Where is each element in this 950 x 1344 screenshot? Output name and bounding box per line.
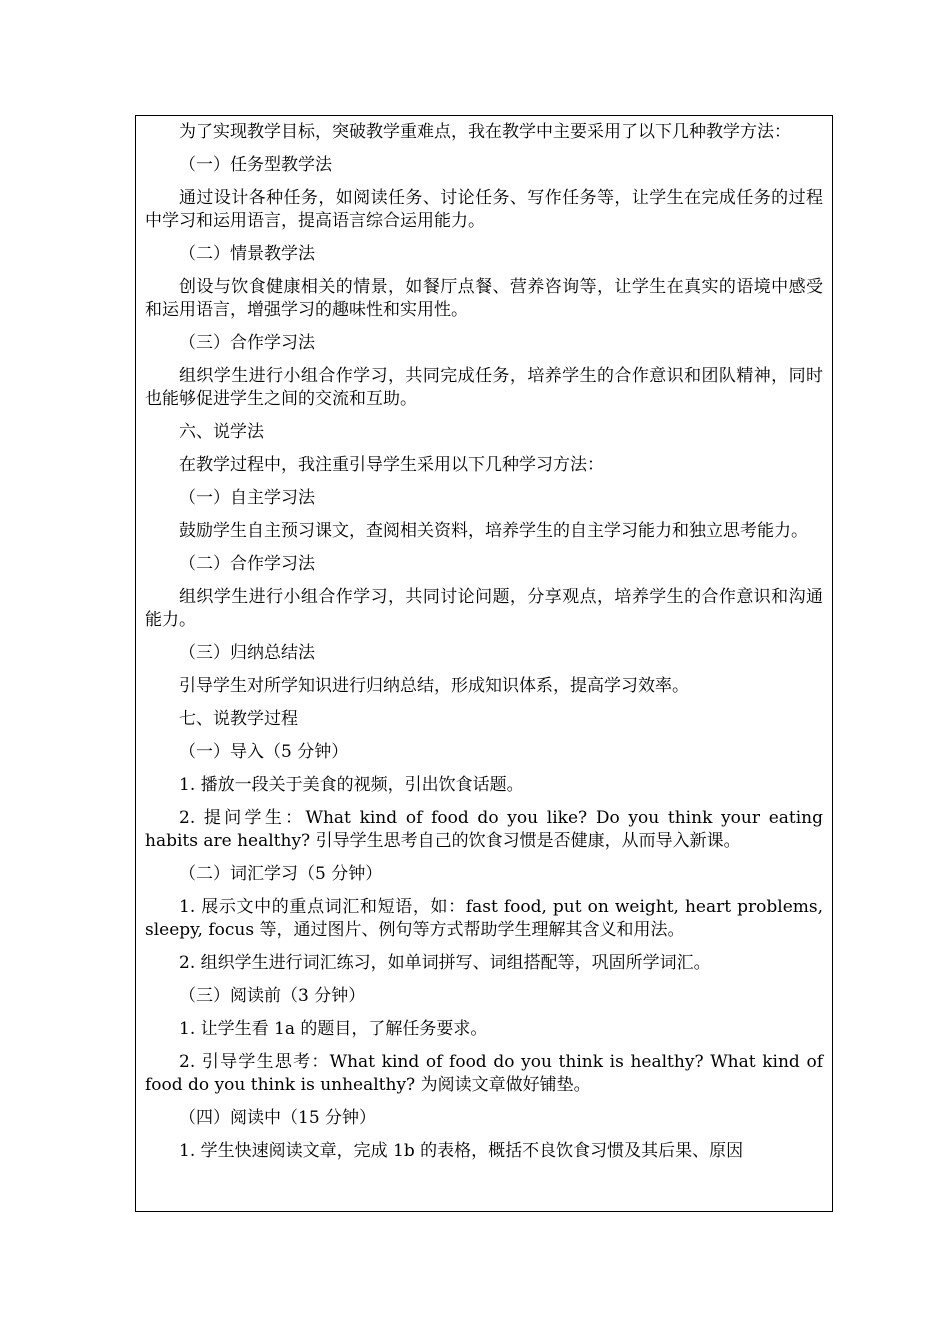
paragraph-while-reading-1: 1. 学生快速阅读文章，完成 1b 的表格，概括不良饮食习惯及其后果、原因 bbox=[179, 1141, 744, 1161]
section-heading-learning-methods: 六、说学法 bbox=[179, 422, 264, 442]
paragraph-vocabulary-1: 1. 展示文中的重点词汇和短语，如：fast food, put on weight, heart problems, sleepy, focus 等，通过图片、例句等方式帮助学生理解其含义和用法。 bbox=[145, 897, 823, 940]
paragraph-cooperative-learning: 组织学生进行小组合作学习，共同讨论问题，分享观点，培养学生的合作意识和沟通能力。 bbox=[145, 587, 823, 630]
paragraph-methods-intro: 为了实现教学目标，突破教学重难点，我在教学中主要采用了以下几种教学方法： bbox=[179, 122, 791, 142]
paragraph-pre-reading-1: 1. 让学生看 1a 的题目，了解任务要求。 bbox=[179, 1019, 488, 1039]
paragraph-situational-method: 创设与饮食健康相关的情景，如餐厅点餐、营养咨询等，让学生在真实的语境中感受和运用语言，增强学习的趣味性和实用性。 bbox=[145, 277, 823, 320]
paragraph-cooperative-method: 组织学生进行小组合作学习，共同完成任务，培养学生的合作意识和团队精神，同时也能够促进学生之间的交流和互助。 bbox=[145, 366, 823, 409]
paragraph-learning-methods-intro: 在教学过程中，我注重引导学生采用以下几种学习方法： bbox=[179, 455, 604, 475]
paragraph-summarizing: 引导学生对所学知识进行归纳总结，形成知识体系，提高学习效率。 bbox=[179, 676, 689, 696]
paragraph-self-study: 鼓励学生自主预习课文，查阅相关资料，培养学生的自主学习能力和独立思考能力。 bbox=[179, 521, 808, 541]
heading-pre-reading: （三）阅读前（3 分钟） bbox=[179, 986, 366, 1006]
heading-cooperative-learning: （二）合作学习法 bbox=[179, 554, 315, 574]
heading-lead-in: （一）导入（5 分钟） bbox=[179, 742, 349, 762]
lesson-plan-text bbox=[136, 116, 832, 1163]
heading-task-based-method: （一）任务型教学法 bbox=[179, 155, 332, 175]
heading-while-reading: （四）阅读中（15 分钟） bbox=[179, 1108, 377, 1128]
paragraph-lead-in-1: 1. 播放一段关于美食的视频，引出饮食话题。 bbox=[179, 775, 524, 795]
heading-situational-method: （二）情景教学法 bbox=[179, 244, 315, 264]
lesson-plan-table-cell bbox=[135, 115, 833, 1212]
heading-cooperative-method: （三）合作学习法 bbox=[179, 333, 315, 353]
heading-self-study: （一）自主学习法 bbox=[179, 488, 315, 508]
paragraph-lead-in-2: 2. 提问学生：What kind of food do you like? Do you think your eating habits are healthy? 引导学生思考自己的饮食习惯是否健康，从而导入新课。 bbox=[145, 808, 823, 851]
heading-vocabulary: （二）词汇学习（5 分钟） bbox=[179, 864, 383, 884]
paragraph-task-based-method: 通过设计各种任务，如阅读任务、讨论任务、写作任务等，让学生在完成任务的过程中学习和运用语言，提高语言综合运用能力。 bbox=[145, 188, 823, 231]
paragraph-vocabulary-2: 2. 组织学生进行词汇练习，如单词拼写、词组搭配等，巩固所学词汇。 bbox=[179, 953, 711, 973]
heading-summarizing: （三）归纳总结法 bbox=[179, 643, 315, 663]
paragraph-pre-reading-2: 2. 引导学生思考：What kind of food do you think is healthy? What kind of food do you think is unhealthy? 为阅读文章做好铺垫。 bbox=[145, 1052, 823, 1095]
section-heading-teaching-process: 七、说教学过程 bbox=[179, 709, 298, 729]
